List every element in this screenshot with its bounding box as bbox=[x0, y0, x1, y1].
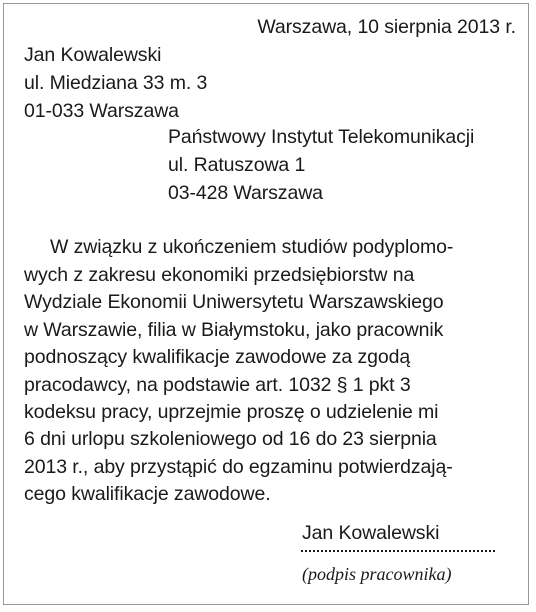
body-line: wych z zakresu ekonomiki przedsiębiorstw na bbox=[24, 264, 415, 286]
sender-name: Jan Kowalewski bbox=[24, 44, 162, 66]
body-line: w Warszawie, filia w Białymstoku, jako pracownik bbox=[24, 319, 444, 341]
place-date: Warszawa, 10 sierpnia 2013 r. bbox=[257, 16, 516, 38]
body-line: 2013 r., aby przystąpić do egzaminu potwierdzają- bbox=[24, 456, 453, 478]
sender-postal-city: 01-033 Warszawa bbox=[24, 100, 179, 122]
signature-name: Jan Kowalewski bbox=[302, 522, 440, 544]
recipient-institution: Państwowy Instytut Telekomunikacji bbox=[168, 126, 475, 148]
body-line: podnoszący kwalifikacje zawodowe za zgodą bbox=[24, 346, 411, 368]
body-line: 6 dni urlopu szkoleniowego od 16 do 23 sierpnia bbox=[24, 428, 437, 450]
signature-dotted-line bbox=[301, 550, 495, 552]
body-line: Wydziale Ekonomii Uniwersytetu Warszawskiego bbox=[24, 291, 444, 313]
body-line: cego kwalifikacje zawodowe. bbox=[24, 483, 271, 505]
sender-street: ul. Miedziana 33 m. 3 bbox=[24, 72, 208, 94]
recipient-street: ul. Ratuszowa 1 bbox=[168, 154, 306, 176]
recipient-postal-city: 03-428 Warszawa bbox=[168, 182, 323, 204]
body-line: W związku z ukończeniem studiów podyplomo- bbox=[50, 236, 454, 258]
body-line: kodeksu pracy, uprzejmie proszę o udzielenie mi bbox=[24, 401, 439, 423]
signature-caption: (podpis pracownika) bbox=[302, 564, 452, 584]
body-line: pracodawcy, na podstawie art. 1032 § 1 pkt 3 bbox=[24, 374, 411, 396]
